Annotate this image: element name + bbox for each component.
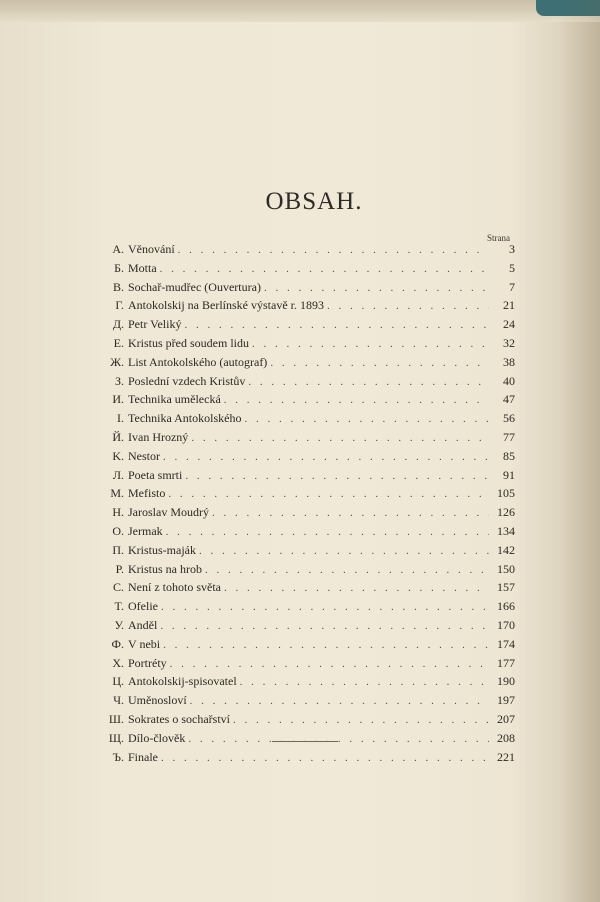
toc-entry-page: 142 — [497, 542, 515, 557]
toc-entry-page: 174 — [497, 636, 515, 651]
toc-entry-page: 24 — [503, 317, 515, 332]
toc-entry-label: Jaroslav Moudrý — [128, 505, 209, 520]
toc-entry-label: Kristus-maják — [128, 542, 196, 557]
divider — [272, 741, 338, 742]
toc-entry — [102, 430, 515, 449]
toc-entry — [102, 336, 515, 355]
dot-leader — [185, 470, 489, 482]
toc-entry — [102, 374, 515, 393]
toc-entry-label: Ivan Hrozný — [128, 429, 189, 444]
toc-entry-letter: Б. — [114, 260, 124, 275]
dot-leader — [161, 601, 489, 613]
page-title: OBSAH. — [265, 188, 363, 215]
toc-entry-label: List Antokolského (autograf) — [128, 354, 268, 369]
toc-entry — [102, 656, 515, 675]
toc-entry-letter: И. — [112, 392, 124, 407]
dot-leader — [240, 676, 489, 688]
toc-entry-label: Petr Veliký — [128, 317, 182, 332]
toc-entry — [102, 317, 515, 336]
toc-entry-label: Anděl — [128, 617, 158, 632]
dot-leader — [161, 752, 489, 764]
dot-leader — [224, 394, 489, 406]
toc-entry-label: Věnování — [128, 242, 175, 256]
toc-entry-page: 207 — [497, 711, 515, 726]
toc-entry-page: 177 — [497, 655, 515, 670]
toc-entry-page: 221 — [497, 749, 515, 764]
toc-entry — [102, 674, 515, 693]
toc-entry — [102, 580, 515, 599]
toc-entry-label: Technika umělecká — [128, 392, 221, 407]
toc-entry-letter: X. — [112, 655, 124, 670]
table-of-contents — [102, 242, 515, 768]
page-column-header: Strana — [487, 233, 510, 243]
toc-entry-page: 197 — [497, 693, 515, 708]
toc-entry-label: Portréty — [128, 655, 167, 670]
toc-entry — [102, 261, 515, 280]
toc-entry-page: 126 — [497, 505, 515, 520]
dot-leader — [264, 282, 489, 294]
dot-leader — [224, 582, 489, 594]
toc-entry-label: V nebi — [128, 636, 161, 651]
dot-leader — [178, 244, 489, 256]
toc-entry-letter: Г. — [115, 298, 124, 313]
spine-shadow — [558, 0, 600, 902]
toc-entry-page: 56 — [503, 411, 515, 426]
toc-entry-letter: O. — [112, 523, 124, 538]
toc-entry — [102, 280, 515, 299]
toc-entry — [102, 524, 515, 543]
toc-entry-label: Mefisto — [128, 486, 166, 501]
toc-entry-page: 166 — [497, 599, 515, 614]
toc-entry-page: 3 — [509, 242, 515, 256]
toc-entry-label: Není z tohoto světa — [128, 580, 221, 595]
toc-entry — [102, 411, 515, 430]
dot-leader — [233, 714, 489, 726]
toc-entry-page: 157 — [497, 580, 515, 595]
dot-leader — [205, 564, 489, 576]
toc-entry-letter: У. — [114, 617, 124, 632]
toc-entry — [102, 298, 515, 317]
toc-entry-letter: H. — [112, 505, 124, 520]
toc-entry-letter: П. — [112, 542, 124, 557]
toc-entry-page: 91 — [503, 467, 515, 482]
toc-entry-label: Poeta smrti — [128, 467, 183, 482]
toc-entry-letter: З. — [114, 373, 124, 388]
dot-leader — [270, 357, 489, 369]
dot-leader — [170, 658, 489, 670]
toc-entry — [102, 505, 515, 524]
toc-entry-page: 32 — [503, 335, 515, 350]
toc-entry-label: Ofelie — [128, 599, 158, 614]
toc-entry — [102, 750, 515, 769]
toc-entry — [102, 449, 515, 468]
toc-entry-letter: Ч. — [113, 693, 124, 708]
toc-entry-letter: B. — [112, 279, 124, 294]
dot-leader — [163, 639, 489, 651]
toc-entry-page: 134 — [497, 523, 515, 538]
toc-entry-page: 38 — [503, 354, 515, 369]
toc-entry-letter: Ж. — [110, 354, 124, 369]
dot-leader — [244, 413, 489, 425]
dot-leader — [163, 451, 489, 463]
toc-entry-label: Kristus před soudem lidu — [128, 335, 249, 350]
dot-leader — [191, 432, 489, 444]
toc-entry-letter: E. — [113, 335, 124, 350]
toc-entry-letter: T. — [114, 599, 124, 614]
toc-entry — [102, 562, 515, 581]
toc-entry-page: 150 — [497, 561, 515, 576]
toc-entry-page: 7 — [509, 279, 515, 294]
toc-entry-letter: P. — [115, 561, 124, 576]
dot-leader — [166, 526, 489, 538]
toc-entry-page: 5 — [509, 260, 515, 275]
dot-leader — [168, 488, 489, 500]
toc-entry-page: 47 — [503, 392, 515, 407]
toc-entry-label: Sokrates o sochařství — [128, 711, 230, 726]
toc-entry-label: Dílo-člověk — [128, 730, 186, 745]
toc-entry-label: Poslední vzdech Kristův — [128, 373, 246, 388]
toc-entry-letter: Л. — [112, 467, 124, 482]
toc-entry-page: 105 — [497, 486, 515, 501]
dot-leader — [212, 507, 489, 519]
toc-entry — [102, 355, 515, 374]
dot-leader — [190, 695, 489, 707]
toc-entry-label: Uměnosloví — [128, 693, 187, 708]
toc-entry-label: Motta — [128, 260, 157, 275]
dot-leader — [184, 319, 489, 331]
toc-entry-page: 190 — [497, 674, 515, 689]
toc-entry-letter: Ъ. — [112, 749, 124, 764]
toc-entry — [102, 693, 515, 712]
toc-entry — [102, 486, 515, 505]
toc-entry-page: 21 — [503, 298, 515, 313]
dot-leader — [327, 300, 489, 312]
toc-entry-letter: A. — [112, 242, 124, 256]
toc-entry — [102, 712, 515, 731]
toc-entry-letter: Й. — [112, 429, 124, 444]
toc-entry-label: Sochař-mudřec (Ouvertura) — [128, 279, 261, 294]
toc-entry-label: Antokolskij na Berlínské výstavě r. 1893 — [128, 298, 324, 313]
toc-entry — [102, 637, 515, 656]
toc-entry-page: 170 — [497, 617, 515, 632]
toc-entry-page: 208 — [497, 730, 515, 745]
dot-leader — [199, 545, 489, 557]
toc-entry-label: Antokolskij-spisovatel — [128, 674, 237, 689]
toc-entry — [102, 618, 515, 637]
toc-entry — [102, 392, 515, 411]
page-top-edge — [0, 0, 600, 22]
dot-leader — [188, 733, 489, 745]
toc-entry — [102, 468, 515, 487]
toc-entry-letter: Ф. — [111, 636, 124, 651]
toc-entry-letter: K. — [112, 448, 124, 463]
toc-entry-letter: Д. — [112, 317, 124, 332]
dot-leader — [252, 338, 489, 350]
toc-entry-label: Finale — [128, 749, 158, 764]
toc-entry-letter: Ш. — [108, 711, 124, 726]
toc-entry-label: Kristus na hrob — [128, 561, 202, 576]
toc-entry — [102, 543, 515, 562]
dot-leader — [160, 263, 489, 275]
toc-entry-page: 77 — [503, 429, 515, 444]
dot-leader — [248, 376, 489, 388]
toc-entry-letter: I. — [117, 411, 124, 426]
toc-entry-label: Jermak — [128, 523, 163, 538]
toc-entry-page: 40 — [503, 373, 515, 388]
toc-entry-label: Technika Antokolského — [128, 411, 242, 426]
toc-entry-label: Nestor — [128, 448, 160, 463]
toc-entry — [102, 599, 515, 618]
toc-entry-page: 85 — [503, 448, 515, 463]
toc-entry-letter: Щ. — [108, 730, 124, 745]
dot-leader — [160, 620, 489, 632]
toc-entry-letter: M. — [110, 486, 124, 501]
toc-entry-letter: C. — [112, 580, 124, 595]
toc-entry-letter: Ц. — [112, 674, 124, 689]
toc-entry — [102, 242, 515, 261]
